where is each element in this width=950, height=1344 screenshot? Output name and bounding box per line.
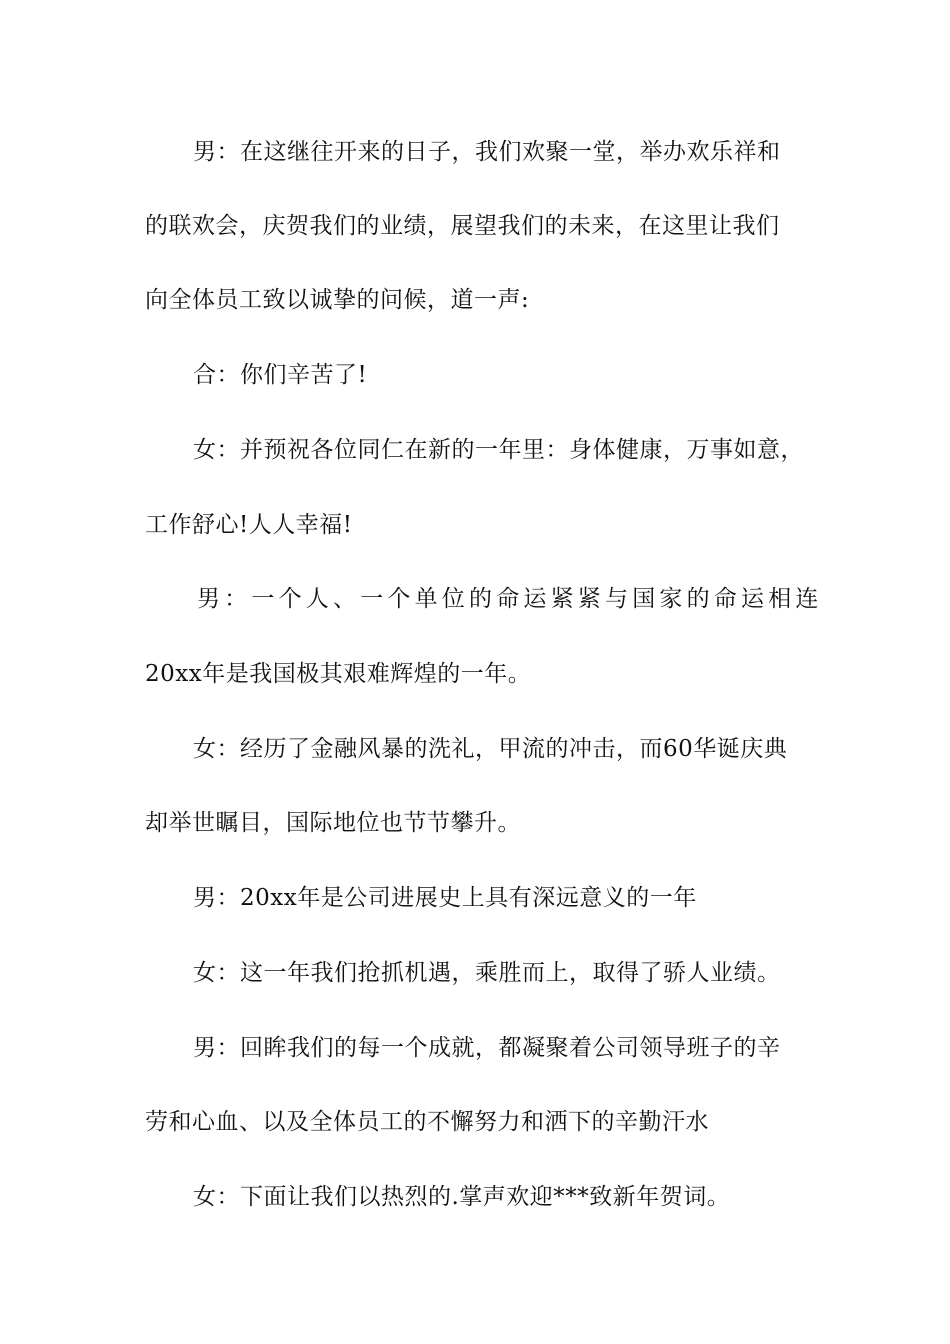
paragraph-line: 男：在这继往开来的日子，我们欢聚一堂，举办欢乐祥和 [193,139,781,165]
paragraph-line: 的联欢会，庆贺我们的业绩，展望我们的未来，在这里让我们 [145,213,780,239]
paragraph-line: 劳和心血、以及全体员工的不懈努力和洒下的辛勤汗水 [145,1109,709,1135]
paragraph-line: 女：这一年我们抢抓机遇，乘胜而上，取得了骄人业绩。 [193,960,781,986]
paragraph-line: 向全体员工致以诚挚的问候，道一声: [145,287,530,313]
paragraph-line: 20xx年是我国极其艰难辉煌的一年。 [145,661,532,687]
paragraph-line: 却举世瞩目，国际地位也节节攀升。 [145,810,521,836]
paragraph-line: 女：下面让我们以热烈的.掌声欢迎***致新年贺词。 [193,1184,731,1210]
paragraph-line: 男：回眸我们的每一个成就，都凝聚着公司领导班子的辛 [193,1035,781,1061]
paragraph-line: 男：20xx年是公司进展史上具有深远意义的一年 [193,885,697,911]
paragraph-line: 合：你们辛苦了! [193,362,368,388]
paragraph-line: 男：一个人、一个单位的命运紧紧与国家的命运相连 [197,586,823,612]
paragraph-line: 工作舒心!人人幸福! [145,512,353,538]
paragraph-line: 女：经历了金融风暴的洗礼，甲流的冲击，而60华诞庆典 [193,736,788,762]
paragraph-line: 女：并预祝各位同仁在新的一年里：身体健康，万事如意， [193,437,804,463]
